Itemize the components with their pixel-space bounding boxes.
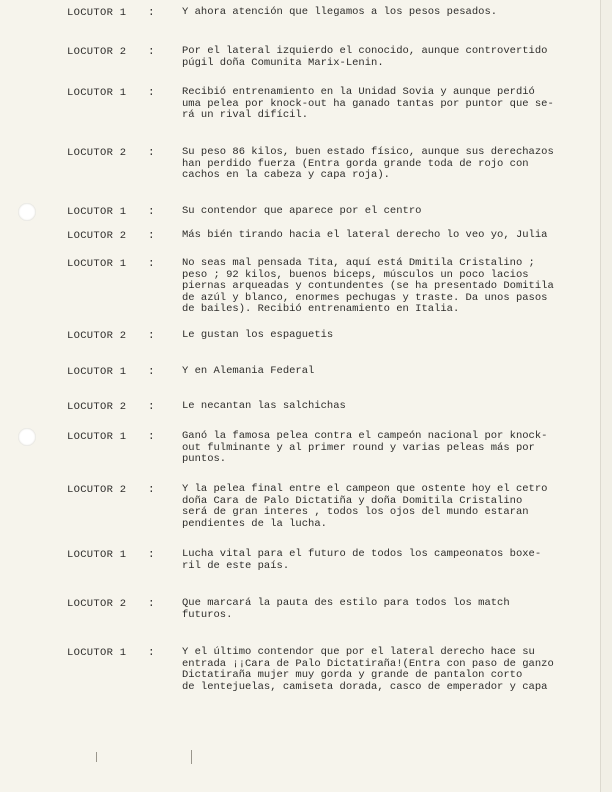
speaker-label: LOCUTOR 2	[67, 401, 127, 413]
dialogue-text: Y ahora atención que llegamos a los pesos pesados.	[182, 6, 498, 18]
speaker-label: LOCUTOR 1	[67, 87, 127, 99]
dialogue-text: Recibió entrenamiento en la Unidad Sovia y aunque perdió uma pelea por knock-out ha ganado tantas por puntor que se- rá un rival difícil.	[182, 86, 554, 122]
speaker-label: LOCUTOR 1	[67, 366, 127, 378]
speaker-separator: :	[148, 206, 155, 218]
dialogue-text: No seas mal pensada Tita, aquí está Dmitila Cristalino ; peso ; 92 kilos, buenos biceps, músculos un poco lacios piernas arqueadas y contundentes (se ha presentado Domitila de azúl y blanco, enormes pechugas y traste. Da unos pasos de bailes). Recibió entrenamiento en Italia.	[182, 257, 554, 316]
speaker-label: LOCUTOR 1	[67, 549, 127, 561]
dialogue-text: Su peso 86 kilos, buen estado físico, aunque sus derechazos han perdido fuerza (Entra gorda grande toda de rojo con cachos en la cabeza y capa roja).	[182, 146, 554, 182]
speaker-separator: :	[148, 46, 155, 58]
dialogue-text: Lucha vital para el futuro de todos los campeonatos boxe- ril de este país.	[182, 548, 542, 572]
dialogue-text: Ganó la famosa pelea contra el campeón nacional por knock- out fulminante y al primer round y varias peleas más por puntos.	[182, 430, 548, 466]
speaker-separator: :	[148, 7, 155, 19]
speaker-separator: :	[148, 366, 155, 378]
speaker-label: LOCUTOR 2	[67, 484, 127, 496]
punch-hole-bottom	[18, 428, 36, 446]
speaker-separator: :	[148, 549, 155, 561]
dialogue-text: Le necantan las salchichas	[182, 400, 346, 412]
dialogue-text: Y el último contendor que por el lateral derecho hace su entrada ¡¡Cara de Palo Dictatiraña!(Entra con paso de ganzo Dictatiraña mujer muy gorda y grande de pantalon corto de lentejuelas, camiseta dorada, casco de emperador y capa	[182, 646, 554, 693]
dialogue-text: Y en Alemania Federal	[182, 365, 315, 377]
speaker-separator: :	[148, 484, 155, 496]
dialogue-text: Más bién tirando hacia el lateral derecho lo veo yo, Julia	[182, 229, 548, 241]
speaker-separator: :	[148, 598, 155, 610]
speaker-separator: :	[148, 330, 155, 342]
speaker-separator: :	[148, 401, 155, 413]
dialogue-text: Que marcará la pauta des estilo para todos los match futuros.	[182, 597, 510, 621]
speaker-separator: :	[148, 647, 155, 659]
speaker-label: LOCUTOR 2	[67, 230, 127, 242]
speaker-label: LOCUTOR 1	[67, 647, 127, 659]
dialogue-text: Y la pelea final entre el campeon que ostente hoy el cetro doña Cara de Palo Dictatiña y doña Domitila Cristalino será de gran interes , todos los ojos del mundo estaran pendientes de la lucha.	[182, 483, 548, 530]
speaker-label: LOCUTOR 1	[67, 258, 127, 270]
speaker-label: LOCUTOR 1	[67, 7, 127, 19]
speaker-label: LOCUTOR 1	[67, 431, 127, 443]
dialogue-text: Le gustan los espaguetis	[182, 329, 334, 341]
speaker-label: LOCUTOR 2	[67, 46, 127, 58]
speaker-separator: :	[148, 230, 155, 242]
dialogue-text: Su contendor que aparece por el centro	[182, 205, 422, 217]
speaker-separator: :	[148, 258, 155, 270]
speaker-separator: :	[148, 431, 155, 443]
speaker-separator: :	[148, 87, 155, 99]
punch-hole-top	[18, 203, 36, 221]
dialogue-text: Por el lateral izquierdo el conocido, aunque controvertido púgil doña Comunita Marix-Lenin.	[182, 45, 548, 69]
speaker-separator: :	[148, 147, 155, 159]
speaker-label: LOCUTOR 2	[67, 598, 127, 610]
speaker-label: LOCUTOR 2	[67, 147, 127, 159]
margin-mark	[96, 752, 97, 762]
speaker-label: LOCUTOR 2	[67, 330, 127, 342]
margin-mark	[191, 750, 192, 764]
speaker-label: LOCUTOR 1	[67, 206, 127, 218]
